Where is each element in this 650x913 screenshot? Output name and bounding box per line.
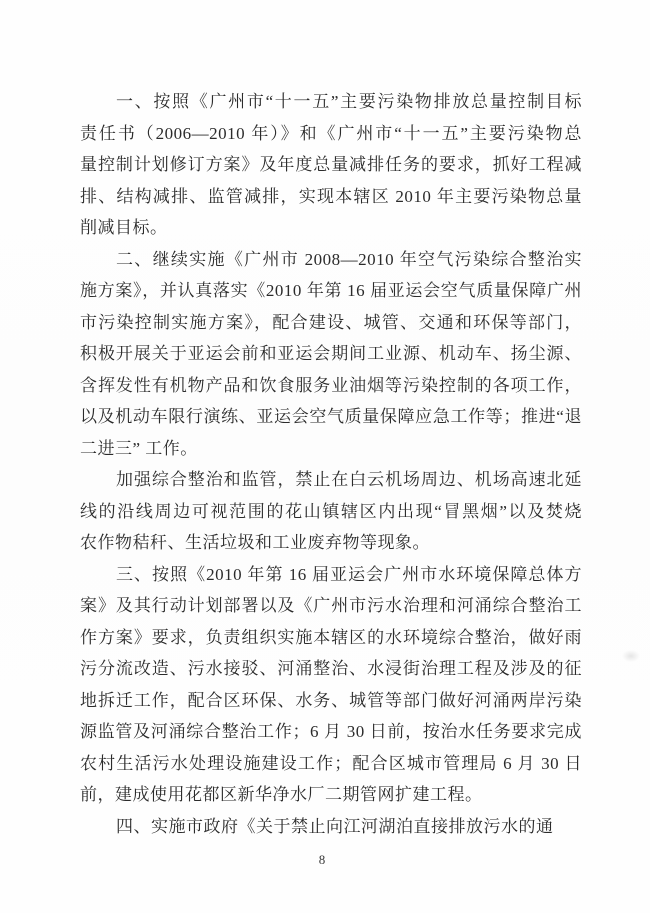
text-line: 量控制计划修订方案》及年度总量减排任务的要求，抓好工程减: [80, 155, 582, 174]
text-line: 源监管及河涌综合整治工作；6 月 30 日前，按治水任务要求完成: [80, 722, 582, 741]
text-line: 污分流改造、污水接驳、河涌整治、水浸街治理工程及涉及的征: [80, 659, 582, 678]
text-line: 以及机动车限行演练、亚运会空气质量保障应急工作等；推进“退: [80, 407, 582, 426]
text-line: 含挥发性有机物产品和饮食服务业油烟等污染控制的各项工作，: [80, 375, 582, 395]
text-line: 积极开展关于亚运会前和亚运会期间工业源、机动车、扬尘源、: [80, 344, 582, 363]
text-line: 线的沿线周边可视范围的花山镇辖区内出现“冒黑烟”以及焚烧: [80, 501, 582, 521]
text-line: 削减目标。: [80, 218, 168, 237]
paragraph: [80, 811, 582, 843]
text-line: 二进三” 工作。: [80, 438, 198, 458]
text-line: 一、按照《广州市“十一五”主要污染物排放总量控制目标: [116, 92, 582, 111]
text-line: 市污染控制实施方案》，配合建设、城管、交通和环保等部门，: [80, 312, 582, 332]
text-line: 施方案》，并认真落实《2010 年第 16 届亚运会空气质量保障广州: [80, 281, 582, 300]
text-line: 三、按照《2010 年第 16 届亚运会广州市水环境保障总体方: [116, 564, 582, 584]
paragraph: [80, 559, 582, 811]
text-line: 地拆迁工作，配合区环保、水务、城管等部门做好河涌两岸污染: [80, 690, 582, 710]
text-line: 案》及其行动计划部署以及《广州市污水治理和河涌综合整治工: [80, 596, 582, 615]
text-line: 四、实施市政府《关于禁止向江河湖泊直接排放污水的通: [116, 816, 554, 836]
text-line: 农村生活污水处理设施建设工作；配合区城市管理局 6 月 30 日: [80, 753, 582, 773]
text-line: 责任书（2006—2010 年）》和《广州市“十一五”主要污染物总: [80, 123, 582, 143]
text-line: 前，建成使用花都区新华净水厂二期管网扩建工程。: [80, 785, 483, 804]
text-line: 农作物秸秆、生活垃圾和工业废弃物等现象。: [80, 533, 430, 552]
scan-smudge-artifact: [622, 650, 640, 662]
text-line: 加强综合整治和监管，禁止在白云机场周边、机场高速北延: [116, 470, 582, 489]
text-line: 二、继续实施《广州市 2008—2010 年空气污染综合整治实: [116, 249, 582, 269]
text-line: 作方案》要求，负责组织实施本辖区的水环境综合整治，做好雨: [80, 627, 582, 647]
paragraph: [80, 86, 582, 244]
paragraph: [80, 464, 582, 559]
paragraph: [80, 244, 582, 465]
document-body: [80, 86, 582, 842]
text-line: 排、结构减排、监管减排，实现本辖区 2010 年主要污染物总量: [80, 186, 582, 206]
page-number: 8: [318, 852, 326, 867]
